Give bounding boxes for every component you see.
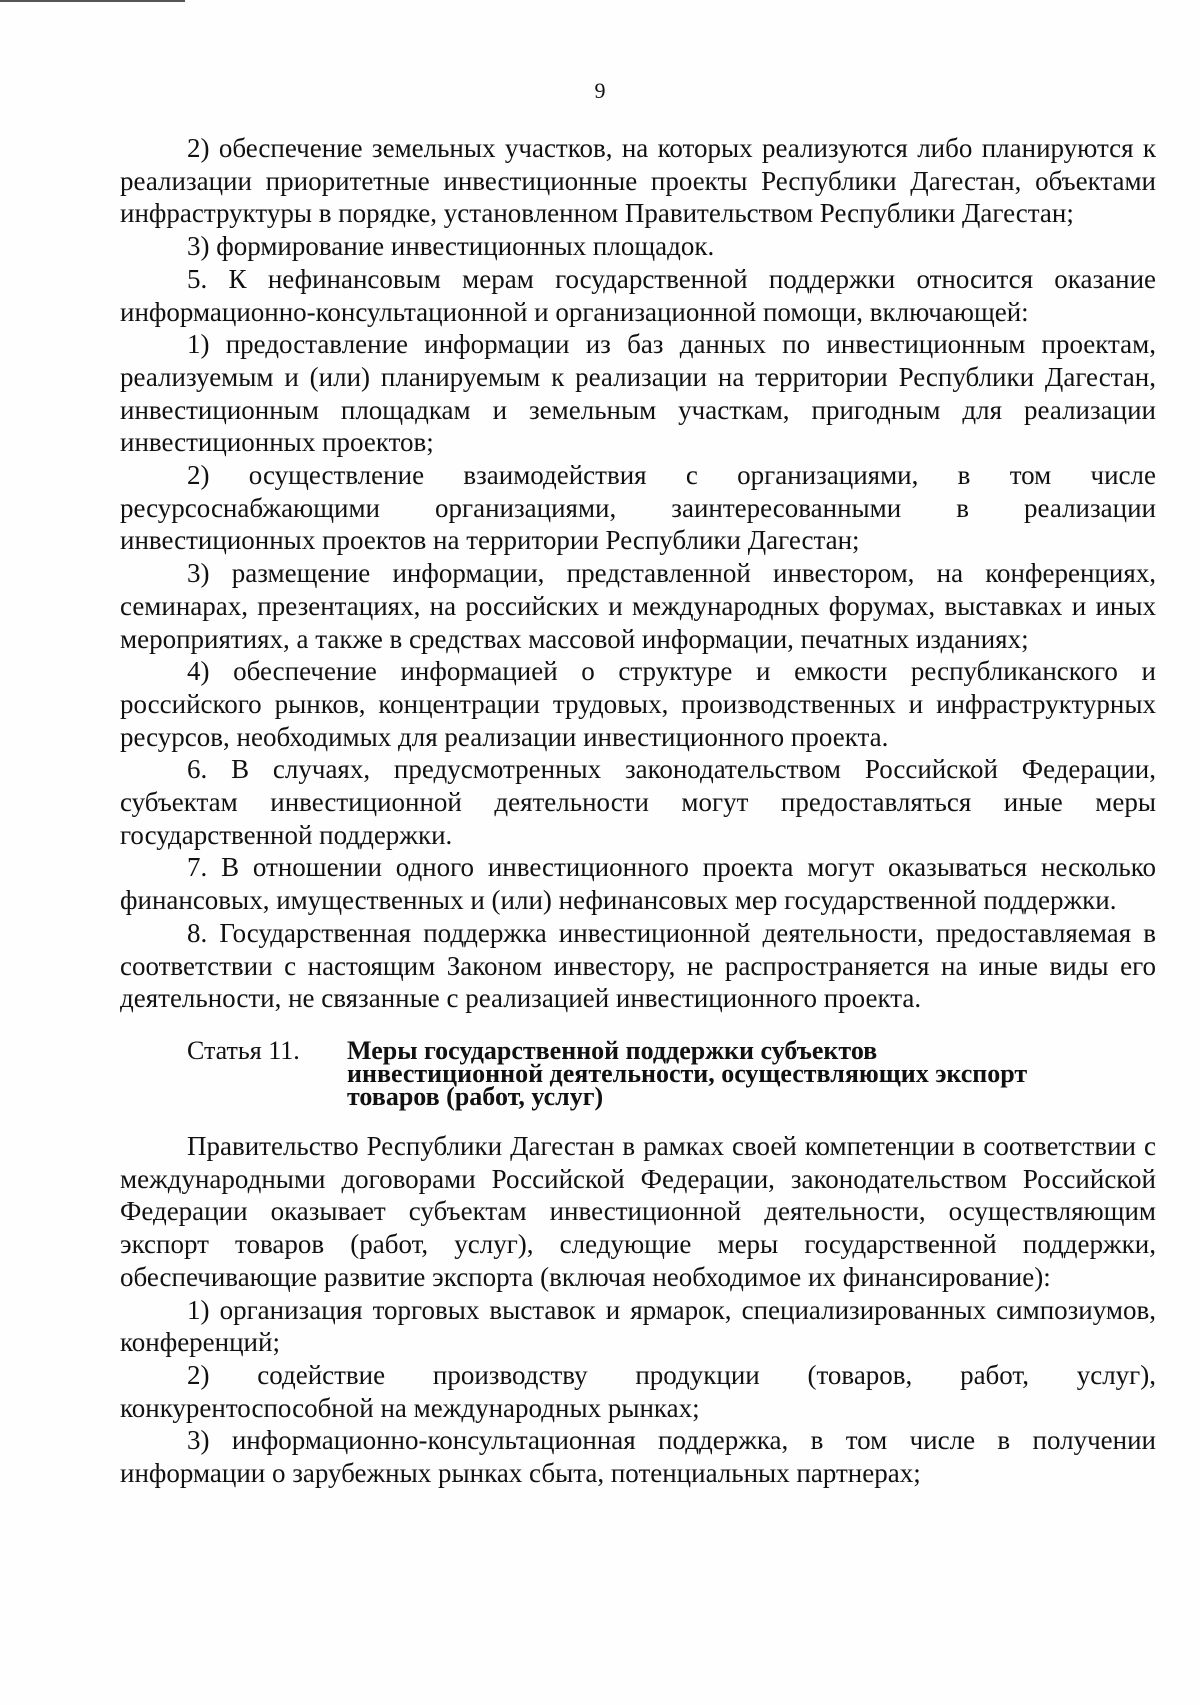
scan-edge-mark [0, 0, 185, 2]
paragraph: Правительство Республики Дагестан в рамках своей компетенции в соответствии с международными договорами Российской Федерации, законодательством Российской Федерации оказывает субъектам инвестиционной деятельности, осуществляющим экспорт товаров (работ, услуг), следующие меры государственной поддержки, обеспечивающие развитие экспорта (включая необходимое их финансирование): [120, 1130, 1156, 1292]
paragraph: 2) содействие производству продукции (товаров, работ, услуг), конкурентоспособной на международных рынках; [120, 1359, 1156, 1423]
paragraph: 3) размещение информации, представленной инвестором, на конференциях, семинарах, презентациях, на российских и международных форумах, выставках и иных мероприятиях, а также в средствах массовой информации, печатных изданиях; [120, 558, 1156, 654]
paragraph: 6. В случаях, предусмотренных законодательством Российской Федерации, субъектам инвестиционной деятельности могут предоставляться иные меры государственной поддержки. [120, 754, 1156, 850]
paragraph: 4) обеспечение информацией о структуре и емкости республиканского и российского рынков, концентрации трудовых, производственных и инфраструктурных ресурсов, необходимых для реализации инвестиционного проекта. [120, 656, 1156, 752]
paragraph: 3) формирование инвестиционных площадок. [187, 231, 715, 262]
article-label: Статья 11. [187, 1035, 300, 1065]
paragraph: 1) предоставление информации из баз данных по инвестиционным проектам, реализуемым и (или) планируемым к реализации на территории Республики Дагестан, инвестиционным площадкам и земельным участкам, пригодным для реализации инвестиционных проектов; [120, 329, 1156, 458]
paragraph: 8. Государственная поддержка инвестиционной деятельности, предоставляемая в соответствии с настоящим Законом инвестору, не распространяется на иные виды его деятельности, не связанные с реализацией инвестиционного проекта. [120, 917, 1156, 1014]
page-number: 9 [594, 78, 606, 103]
paragraph: 5. К нефинансовым мерам государственной поддержки относится оказание информационно-консультационной и организационной помощи, включающей: [120, 263, 1156, 327]
document-body [120, 132, 1156, 1490]
paragraph: 2) обеспечение земельных участков, на которых реализуются либо планируются к реализации приоритетные инвестиционные проекты Республики Дагестан, объектами инфраструктуры в порядке, установленном Правительством Республики Дагестан; [120, 133, 1156, 229]
paragraph: 2) осуществление взаимодействия с организациями, в том числе ресурсоснабжающими организациями, заинтересованными в реализации инвестиционных проектов на территории Республики Дагестан; [120, 460, 1156, 556]
paragraph: 3) информационно-консультационная поддержка, в том числе в получении информации о зарубежных рынках сбыта, потенциальных партнерах; [120, 1425, 1156, 1489]
article-title: Меры государственной поддержки субъектов инвестиционной деятельности, осуществляющих экспорт товаров (работ, услуг) [347, 1035, 1028, 1111]
paragraph: 7. В отношении одного инвестиционного проекта могут оказываться несколько финансовых, имущественных и (или) нефинансовых мер государственной поддержки. [120, 852, 1156, 916]
paragraph: 1) организация торговых выставок и ярмарок, специализированных симпозиумов, конференций; [120, 1294, 1156, 1358]
article-heading [120, 1035, 1156, 1111]
